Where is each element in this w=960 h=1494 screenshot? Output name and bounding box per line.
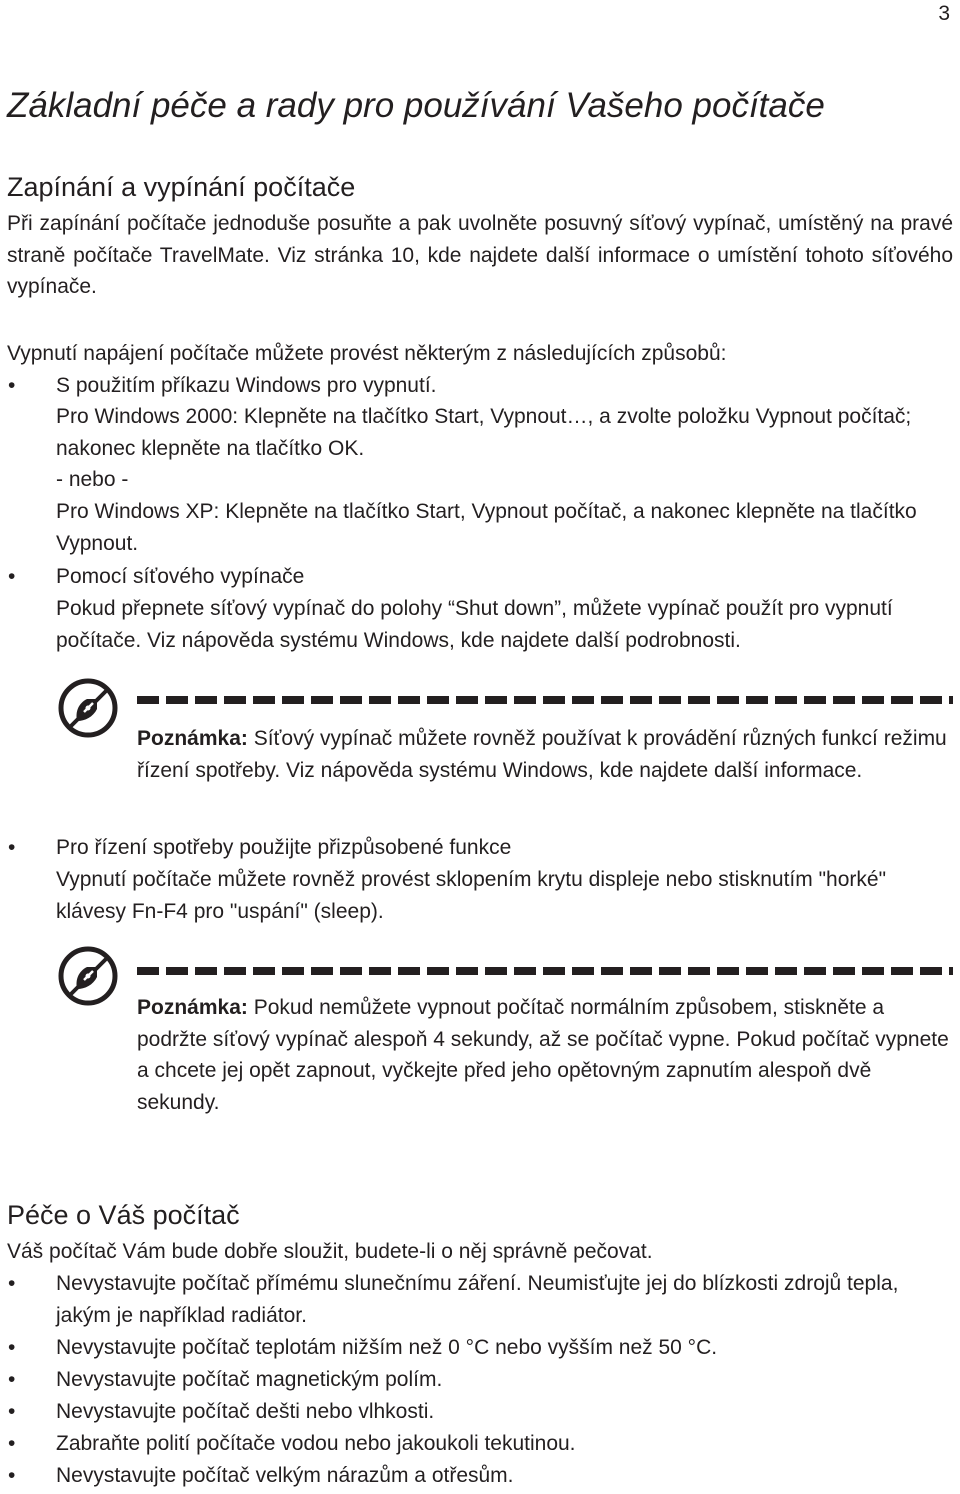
shutdown-ways-intro: Vypnutí napájení počítače můžete provést některým z následujících způsobů:: [7, 342, 727, 365]
care-item: Zabraňte polití počítače vodou nebo jakoukoli tekutinou.: [56, 1432, 576, 1455]
note-text: Síťový vypínač můžete rovněž používat k provádění různých funkcí režimu řízení spotřeby. Viz nápověda systému Windows, kde najdete další informace.: [137, 727, 947, 782]
note-power-management: [137, 723, 953, 786]
power-management-paragraph: Vypnutí počítače můžete rovněž provést sklopením krytu displeje nebo stisknutím "horké" klávesy Fn-F4 pro "uspání" (sleep).: [56, 868, 887, 923]
care-intro: Váš počítač Vám bude dobře sloužit, budete-li o něj správně pečovat.: [7, 1240, 653, 1263]
bullet-marker: •: [8, 565, 16, 588]
care-item: Nevystavujte počítač dešti nebo vlhkosti.: [56, 1400, 435, 1423]
power-switch-paragraph: Pokud přepnete síťový vypínač do polohy “Shut down”, můžete vypínač použít pro vypnutí počítače. Viz nápověda systému Windows, kde najdete další podrobnosti.: [56, 597, 893, 652]
bullet-marker: •: [8, 836, 16, 859]
bullet-marker: •: [8, 1432, 16, 1455]
section-heading-care: Péče o Váš počítač: [7, 1200, 240, 1230]
note-divider: [137, 967, 953, 975]
note-label: Poznámka:: [137, 996, 248, 1019]
windows-xp-instructions: Pro Windows XP: Klepněte na tlačítko Start, Vypnout počítač, a nakonec klepněte na tlačítko Vypnout.: [56, 500, 917, 555]
page-number: 3: [938, 2, 950, 25]
care-item: Nevystavujte počítač velkým nárazům a otřesům.: [56, 1464, 514, 1487]
note-divider: [137, 696, 953, 704]
care-item: Nevystavujte počítač magnetickým polím.: [56, 1368, 443, 1391]
note-text: Pokud nemůžete vypnout počítač normálním způsobem, stiskněte a podržte síťový vypínač alespoň 4 sekundy, až se počítač vypne. Pokud počítač vypnete a chcete jej opět zapnout, vyčkejte před jeho opětovným zapnutím alespoň dvě sekundy.: [137, 996, 949, 1114]
power-on-paragraph: Při zapínání počítače jednoduše posuňte a pak uvolněte posuvný síťový vypínač, umístěný na pravé straně počítače TravelMate. Viz stránka 10, kde najdete další informace o umístění tohoto síťového vypínače.: [7, 212, 953, 298]
bullet-marker: •: [8, 1400, 16, 1423]
bullet-marker: •: [8, 1336, 16, 1359]
bullet-windows-shutdown-title: S použitím příkazu Windows pro vypnutí.: [56, 374, 437, 397]
page-title: Základní péče a rady pro používání Vašeho počítače: [7, 86, 825, 125]
note-label: Poznámka:: [137, 727, 248, 750]
or-separator: - nebo -: [56, 468, 129, 491]
care-item: Nevystavujte počítač přímému slunečnímu záření. Neumisťujte jej do blízkosti zdrojů tepla, jakým je například radiátor.: [56, 1272, 899, 1327]
care-item: Nevystavujte počítač teplotám nižším než 0 °C nebo vyšším než 50 °C.: [56, 1336, 718, 1359]
bullet-marker: •: [8, 1272, 16, 1295]
note-force-shutdown: [137, 992, 953, 1118]
windows-2000-instructions: Pro Windows 2000: Klepněte na tlačítko Start, Vypnout…, a zvolte položku Vypnout počítač; nakonec klepněte na tlačítko OK.: [56, 405, 912, 460]
bullet-marker: •: [8, 1368, 16, 1391]
bullet-marker: •: [8, 1464, 16, 1487]
note-pen-icon: [57, 945, 119, 1007]
bullet-power-management-title: Pro řízení spotřeby použijte přizpůsobené funkce: [56, 836, 512, 859]
section-heading-power: Zapínání a vypínání počítače: [7, 172, 356, 202]
bullet-marker: •: [8, 374, 16, 397]
note-pen-icon: [57, 677, 119, 739]
bullet-power-switch-title: Pomocí síťového vypínače: [56, 565, 305, 588]
